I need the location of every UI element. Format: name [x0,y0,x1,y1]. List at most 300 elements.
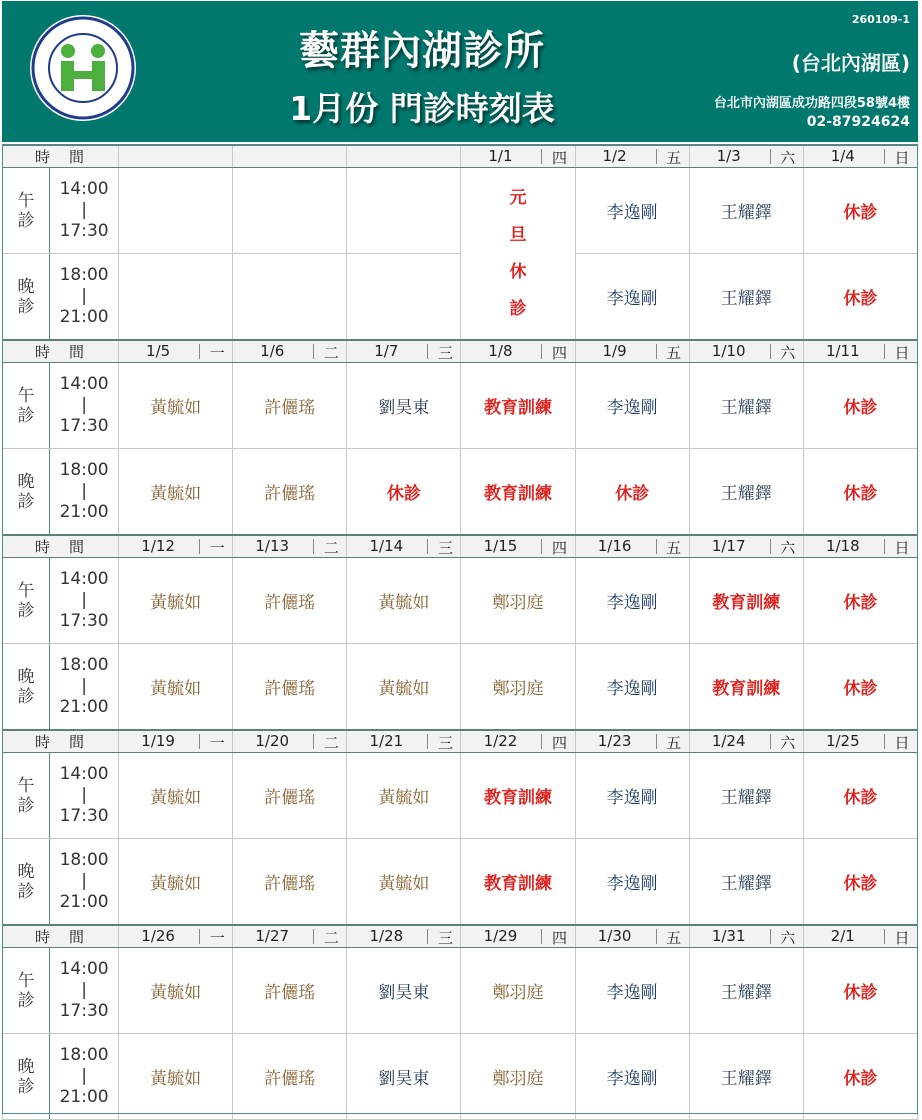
date-header-cell [119,535,233,558]
afternoon-session-row [3,948,918,1034]
session-time-part: 14:00 [59,569,109,589]
doctor-cell: 黃毓如 [119,363,233,449]
doctor-cell: 李逸剛 [575,948,689,1034]
session-label-char: 診 [17,881,35,902]
weekday-label: 五 [666,344,682,362]
date-label: 1/3 [716,147,741,165]
date-header-cell [119,730,233,753]
session-label-char: 晚 [17,471,35,492]
doctor-cell: 李逸剛 [575,1034,689,1120]
date-label: 1/16 [597,537,632,555]
doctor-cell [119,168,233,254]
weekday-label: 三 [437,344,453,362]
date-divider [656,734,657,749]
session-label [3,168,50,254]
week-header-row [3,730,918,753]
date-label: 1/4 [830,147,855,165]
date-divider [656,929,657,944]
time-header: 時 間 [3,340,119,363]
session-time-part: 21:00 [59,502,109,522]
weekday-label: 三 [437,539,453,557]
doctor-cell: 李逸剛 [575,839,689,926]
date-label: 1/27 [255,927,290,945]
date-divider [884,149,885,164]
doctor-cell: 王耀鐸 [689,948,803,1034]
session-time-part: | [81,395,87,415]
session-time-part: 21:00 [59,892,109,912]
date-divider [884,734,885,749]
afternoon-session-row [3,168,918,254]
session-label [3,753,50,839]
doctor-cell: 王耀鐸 [689,363,803,449]
date-header-cell [803,145,917,168]
doctor-cell: 教育訓練 [461,839,575,926]
doctor-cell: 休診 [803,168,917,254]
doctor-cell: 黃毓如 [119,948,233,1034]
week-header-row [3,340,918,363]
date-header-cell [689,730,803,753]
session-time [50,753,119,839]
date-divider [541,734,542,749]
weekday-label: 二 [323,344,339,362]
week-header-row [3,145,918,168]
doctor-cell: 李逸剛 [575,753,689,839]
doctor-cell: 休診 [803,558,917,644]
date-header-cell [233,730,347,753]
date-header-cell [461,340,575,363]
session-label-char: 診 [17,600,35,621]
session-time [50,558,119,644]
date-header-cell [575,145,689,168]
date-header-cell [689,925,803,948]
session-time-part: 21:00 [59,1087,109,1107]
session-time [50,839,119,926]
date-header-cell [803,730,917,753]
date-label: 1/10 [711,342,746,360]
session-time-part: 18:00 [59,655,109,675]
date-header-cell [689,535,803,558]
session-label-char: 晚 [17,276,35,297]
doctor-cell: 教育訓練 [461,753,575,839]
date-divider [656,344,657,359]
session-time-part: | [81,1066,87,1086]
date-label: 1/9 [602,342,627,360]
date-divider [541,344,542,359]
time-header: 時 間 [3,145,119,168]
date-header-cell [347,340,461,363]
date-header-cell [803,340,917,363]
doctor-cell: 許儷瑤 [233,449,347,536]
date-header-cell [689,340,803,363]
date-header-cell [233,535,347,558]
doctor-cell: 休診 [803,948,917,1034]
doctor-cell: 休診 [575,449,689,536]
date-header-cell [689,145,803,168]
date-header-cell [575,340,689,363]
page-subtitle: 1月份 門診時刻表 [289,89,555,128]
date-label: 1/21 [369,732,404,750]
date-label: 1/7 [374,342,399,360]
session-label-char: 診 [17,686,35,707]
doctor-cell: 休診 [803,644,917,731]
date-label: 1/24 [711,732,746,750]
weekday-label: 五 [666,149,682,167]
doctor-cell: 王耀鐸 [689,839,803,926]
session-time-part: 18:00 [59,850,109,870]
session-time-part: | [81,871,87,891]
time-header: 時 間 [3,535,119,558]
doctor-cell: 教育訓練 [689,644,803,731]
doctor-cell: 王耀鐸 [689,1034,803,1120]
session-label [3,1034,50,1120]
weekday-label: 六 [780,539,796,557]
session-time-part: 18:00 [59,1045,109,1065]
holiday-text-char: 休 [509,261,527,282]
session-label-char: 晚 [17,861,35,882]
date-label: 1/8 [488,342,513,360]
weekday-label: 日 [894,539,910,557]
date-divider [770,539,771,554]
weekday-label: 日 [894,344,910,362]
date-label: 1/25 [825,732,860,750]
date-header-cell [119,340,233,363]
date-divider [199,929,200,944]
doctor-cell: 鄭羽庭 [461,644,575,731]
doctor-cell [347,254,461,341]
date-header-cell [233,340,347,363]
session-label-char: 午 [17,580,35,601]
date-label: 1/17 [711,537,746,555]
session-label-char: 午 [17,970,35,991]
session-label [3,449,50,536]
session-time-part: | [81,676,87,696]
weekday-label: 五 [666,929,682,947]
session-time-part: 17:30 [59,806,109,826]
date-label: 1/12 [141,537,175,555]
time-header: 時 間 [3,730,119,753]
doctor-cell: 教育訓練 [689,558,803,644]
date-label: 1/6 [260,342,285,360]
evening-session-row [3,1034,918,1120]
date-label: 1/18 [825,537,860,555]
date-divider [541,929,542,944]
document-code: 260109-1 [851,13,910,26]
session-time-part: 21:00 [59,307,109,327]
doctor-cell: 黃毓如 [119,449,233,536]
session-label [3,948,50,1034]
session-label-char: 診 [17,491,35,512]
date-label: 1/26 [141,927,175,945]
date-header-cell [461,730,575,753]
date-header-cell [461,925,575,948]
session-time-part: 17:30 [59,611,109,631]
session-label-char: 晚 [17,1056,35,1077]
doctor-cell: 劉昊東 [347,1034,461,1120]
doctor-cell: 王耀鐸 [689,449,803,536]
session-time [50,644,119,731]
page-title: 藝群內湖診所 [299,28,545,74]
session-label-char: 診 [17,210,35,231]
evening-session-row [3,644,918,731]
weekday-label: 六 [780,929,796,947]
weekday-label: 一 [209,539,225,557]
doctor-cell: 黃毓如 [119,753,233,839]
doctor-cell: 教育訓練 [461,449,575,536]
doctor-cell: 王耀鐸 [689,254,803,341]
session-time-part: | [81,200,87,220]
date-divider [199,734,200,749]
date-label: 1/22 [483,732,518,750]
doctor-cell: 黃毓如 [347,558,461,644]
session-time [50,168,119,254]
session-label-char: 診 [17,1076,35,1097]
weekday-label: 四 [552,539,568,557]
weekday-label: 四 [552,929,568,947]
date-header-cell [461,145,575,168]
doctor-cell: 黃毓如 [347,839,461,926]
date-label: 1/2 [602,147,627,165]
evening-session-row [3,254,918,341]
doctor-cell: 李逸剛 [575,558,689,644]
session-label-char: 診 [17,296,35,317]
evening-session-row [3,449,918,536]
session-label [3,839,50,926]
doctor-cell: 李逸剛 [575,254,689,341]
session-label-char: 午 [17,385,35,406]
session-time [50,948,119,1034]
week-header-row [3,535,918,558]
session-time-part: 14:00 [59,764,109,784]
date-divider [770,929,771,944]
date-header-cell [119,925,233,948]
doctor-cell: 休診 [803,254,917,341]
session-time-part: | [81,286,87,306]
doctor-cell: 黃毓如 [119,1034,233,1120]
doctor-cell: 黃毓如 [347,644,461,731]
date-divider [884,344,885,359]
date-header-cell [575,925,689,948]
date-divider [770,149,771,164]
date-header-cell [575,730,689,753]
session-time-part: 17:30 [59,416,109,436]
afternoon-session-row [3,753,918,839]
session-label-char: 診 [17,795,35,816]
session-label-char: 診 [17,405,35,426]
doctor-cell: 休診 [347,449,461,536]
date-divider [427,929,428,944]
weekday-label: 一 [209,734,225,752]
date-divider [427,344,428,359]
weekday-label: 六 [780,734,796,752]
date-divider [541,539,542,554]
clinic-district: (台北內湖區) [791,51,910,75]
weekday-label: 三 [437,929,453,947]
doctor-cell: 李逸剛 [575,363,689,449]
evening-session-row [3,839,918,926]
session-time-part: 21:00 [59,697,109,717]
doctor-cell: 王耀鐸 [689,168,803,254]
weekday-label: 四 [552,734,568,752]
session-time-part: 14:00 [59,374,109,394]
doctor-cell: 休診 [803,753,917,839]
session-time [50,363,119,449]
schedule-page [2,1,918,1114]
date-header-cell [233,925,347,948]
doctor-cell: 教育訓練 [461,363,575,449]
date-header-cell [119,145,233,168]
doctor-cell [233,254,347,341]
date-divider [199,344,200,359]
weekday-label: 一 [209,344,225,362]
doctor-cell: 黃毓如 [119,558,233,644]
date-divider [541,149,542,164]
doctor-cell: 李逸剛 [575,644,689,731]
weekday-label: 一 [209,929,225,947]
doctor-cell [119,254,233,341]
weekday-label: 五 [666,734,682,752]
date-label: 1/30 [597,927,632,945]
doctor-cell: 李逸剛 [575,168,689,254]
doctor-cell: 許儷瑤 [233,948,347,1034]
doctor-cell: 黃毓如 [119,644,233,731]
doctor-cell [347,168,461,254]
holiday-text-char: 旦 [509,224,527,245]
holiday-cell [461,168,575,341]
doctor-cell: 鄭羽庭 [461,948,575,1034]
weekday-label: 日 [894,149,910,167]
session-label-char: 晚 [17,666,35,687]
session-time-part: | [81,980,87,1000]
session-time-part: 17:30 [59,1001,109,1021]
holiday-text-char: 元 [509,187,527,208]
session-label-char: 午 [17,775,35,796]
date-divider [427,539,428,554]
date-divider [656,539,657,554]
date-label: 1/15 [483,537,518,555]
session-time-part: | [81,590,87,610]
session-label-char: 午 [17,190,35,211]
session-time-part: 14:00 [59,179,109,199]
weekday-label: 六 [780,149,796,167]
date-label: 1/31 [711,927,746,945]
date-label: 2/1 [830,927,855,945]
doctor-cell: 鄭羽庭 [461,558,575,644]
session-time-part: 18:00 [59,460,109,480]
doctor-cell: 許儷瑤 [233,839,347,926]
date-label: 1/23 [597,732,632,750]
date-header-cell [347,145,461,168]
weekday-label: 二 [323,734,339,752]
date-label: 1/1 [488,147,513,165]
date-divider [199,539,200,554]
date-label: 1/5 [146,342,171,360]
doctor-cell [233,168,347,254]
session-label [3,363,50,449]
date-label: 1/14 [369,537,404,555]
doctor-cell: 許儷瑤 [233,363,347,449]
clinic-address: 台北市內湖區成功路四段58號4樓 [713,96,910,111]
session-time [50,1034,119,1120]
date-header-cell [347,925,461,948]
date-label: 1/11 [825,342,860,360]
weekday-label: 二 [323,929,339,947]
doctor-cell: 休診 [803,449,917,536]
session-label [3,254,50,341]
date-label: 1/20 [255,732,290,750]
date-header-cell [803,535,917,558]
weekday-label: 二 [323,539,339,557]
date-divider [884,929,885,944]
session-time-part: 14:00 [59,959,109,979]
date-label: 1/29 [483,927,518,945]
weekday-label: 五 [666,539,682,557]
date-header-cell [461,535,575,558]
session-time [50,254,119,341]
date-header-cell [803,925,917,948]
doctor-cell: 劉昊東 [347,948,461,1034]
doctor-cell: 許儷瑤 [233,1034,347,1120]
doctor-cell: 王耀鐸 [689,753,803,839]
date-divider [313,539,314,554]
date-divider [656,149,657,164]
header-banner [2,1,918,142]
doctor-cell: 許儷瑤 [233,558,347,644]
date-label: 1/19 [141,732,175,750]
session-time [50,449,119,536]
date-label: 1/28 [369,927,404,945]
weekday-label: 日 [894,734,910,752]
session-label-char: 診 [17,990,35,1011]
doctor-cell: 休診 [803,839,917,926]
doctor-cell: 劉昊東 [347,363,461,449]
date-header-cell [347,535,461,558]
weekday-label: 四 [552,344,568,362]
date-divider [313,929,314,944]
date-divider [427,734,428,749]
schedule-grid [2,144,918,1120]
date-divider [313,734,314,749]
date-divider [770,344,771,359]
doctor-cell: 休診 [803,363,917,449]
nhi-logo-icon [28,13,138,123]
doctor-cell: 鄭羽庭 [461,1034,575,1120]
clinic-phone: 02-87924624 [806,114,910,130]
afternoon-session-row [3,558,918,644]
session-time-part: 18:00 [59,265,109,285]
weekday-label: 六 [780,344,796,362]
doctor-cell: 許儷瑤 [233,644,347,731]
week-header-row [3,925,918,948]
date-header-cell [347,730,461,753]
doctor-cell: 許儷瑤 [233,753,347,839]
doctor-cell: 黃毓如 [119,839,233,926]
doctor-cell: 休診 [803,1034,917,1120]
date-label: 1/13 [255,537,290,555]
time-header: 時 間 [3,925,119,948]
date-header-cell [233,145,347,168]
session-time-part: 17:30 [59,221,109,241]
session-time-part: | [81,785,87,805]
holiday-text-char: 診 [509,298,527,319]
weekday-label: 四 [552,149,568,167]
date-divider [313,344,314,359]
session-label [3,644,50,731]
weekday-label: 日 [894,929,910,947]
session-label [3,558,50,644]
afternoon-session-row [3,363,918,449]
doctor-cell: 黃毓如 [347,753,461,839]
date-divider [884,539,885,554]
